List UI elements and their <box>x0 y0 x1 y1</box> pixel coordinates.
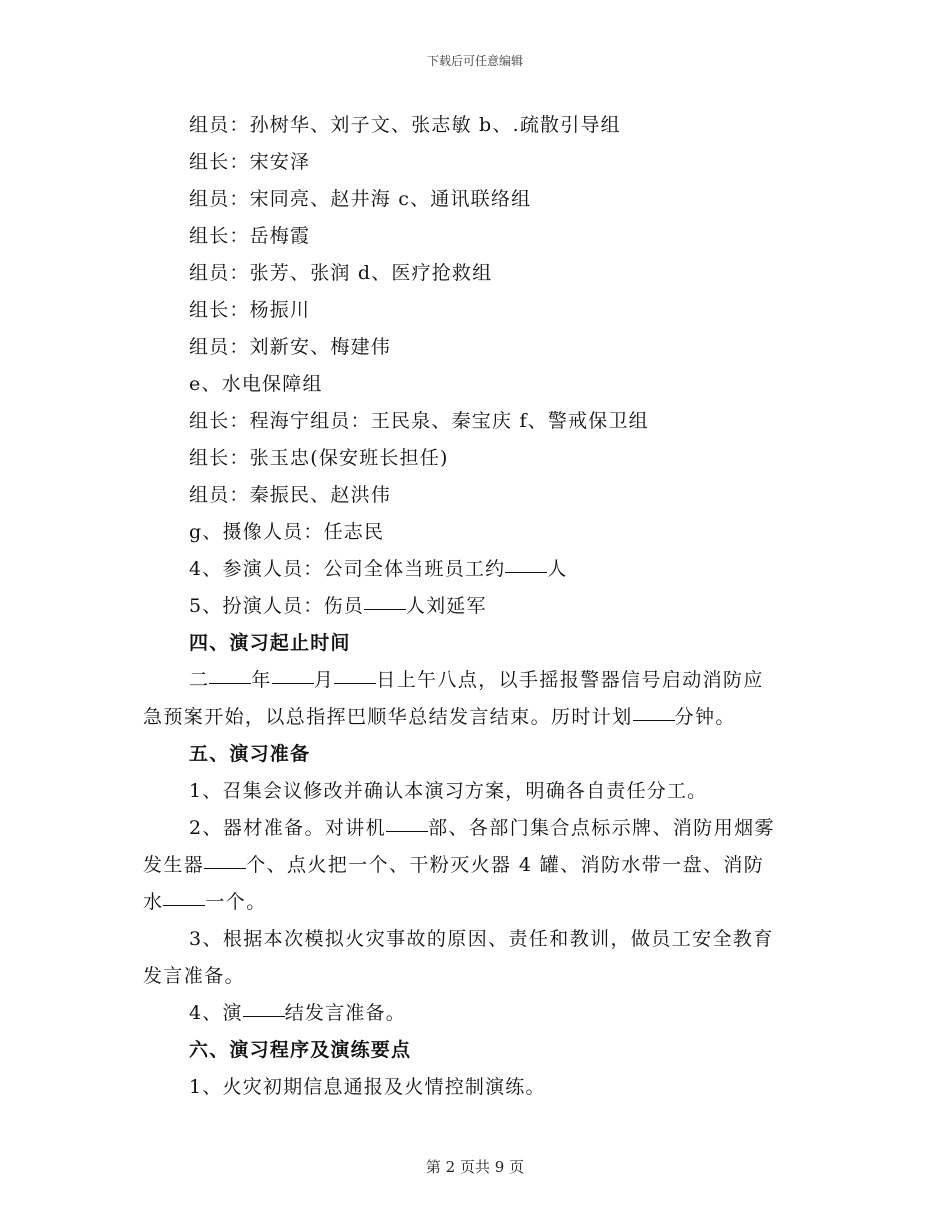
section-heading: 四、演习起止时间 <box>189 632 351 654</box>
paragraph-line <box>143 810 808 847</box>
text-span: 个、点火把一个、干粉灭火器 4 罐、消防水带一盘、消防 <box>246 854 765 876</box>
actors-label: 5、扮演人员：伤员 <box>189 595 364 617</box>
text-span: 4、演 <box>189 1002 243 1024</box>
page-footer: 第 2 页共 9 页 <box>425 1158 525 1176</box>
participants-line <box>143 551 808 588</box>
fill-blank <box>364 608 406 610</box>
text-line: 组长：程海宁组员：王民泉、秦宝庆 f、警戒保卫组 <box>189 410 649 432</box>
actors-line <box>143 588 808 625</box>
speech-line <box>143 995 808 1032</box>
text-span: 2、器材准备。对讲机 <box>189 817 387 839</box>
text-span: 部、各部门集合点标示牌、消防用烟雾 <box>428 817 775 839</box>
participants-label: 4、参演人员：公司全体当班员工约 <box>189 558 506 580</box>
text-span: 结发言准备。 <box>284 1002 406 1024</box>
fill-blank <box>334 682 376 684</box>
text-line: 组长：杨振川 <box>189 299 311 321</box>
text-span: 发生器 <box>143 854 205 876</box>
paragraph-line <box>143 662 808 699</box>
text-line: 组长：岳梅霞 <box>189 225 311 247</box>
text-line: e、水电保障组 <box>189 373 323 395</box>
fill-blank <box>209 682 251 684</box>
equipment-paragraph <box>143 810 808 921</box>
paragraph-line: 3、根据本次模拟火灾事故的原因、责任和教训，做员工安全教育 <box>189 928 774 950</box>
text-line: 组员：刘新安、梅建伟 <box>189 336 392 358</box>
text-line: 组长：宋安泽 <box>189 151 311 173</box>
section-heading: 六、演习程序及演练要点 <box>189 1039 412 1061</box>
text-line: 1、召集会议修改并确认本演习方案，明确各自责任分工。 <box>189 780 708 802</box>
fill-blank <box>633 719 675 721</box>
paragraph-line <box>143 847 808 884</box>
text-line: 组员：孙树华、刘子文、张志敏 b、.疏散引导组 <box>189 114 621 136</box>
participants-unit: 人 <box>547 558 568 580</box>
text-span: 水 <box>143 891 164 913</box>
text-span: 月 <box>313 669 335 691</box>
time-paragraph <box>143 662 808 736</box>
fill-blank <box>505 571 547 573</box>
text-span: 年 <box>251 669 272 691</box>
text-span: 急预案开始，以总指挥巴顺华总结发言结束。历时计划 <box>143 706 633 728</box>
actors-unit: 人刘延军 <box>405 595 487 617</box>
text-line: 组员：宋同亮、赵井海 c、通讯联络组 <box>189 188 532 210</box>
text-span: 日上午八点，以手摇报警器信号启动消防应 <box>376 669 764 691</box>
section-heading: 五、演习准备 <box>189 743 311 765</box>
document-body <box>143 107 808 1106</box>
text-line: 组长：张玉忠(保安班长担任) <box>189 447 449 469</box>
fill-blank <box>272 682 314 684</box>
paragraph-line <box>143 884 808 921</box>
text-line: 1、火灾初期信息通报及火情控制演练。 <box>189 1076 546 1098</box>
text-span: 分钟。 <box>674 706 736 728</box>
text-span: 二 <box>189 669 210 691</box>
fill-blank <box>204 867 246 869</box>
page-header: 下载后可任意编辑 <box>426 54 523 68</box>
paragraph-line: 发言准备。 <box>143 965 246 987</box>
paragraph-line <box>143 699 808 736</box>
text-line: 组员：秦振民、赵洪伟 <box>189 484 392 506</box>
fill-blank <box>243 1015 285 1017</box>
text-line: g、摄像人员：任志民 <box>189 521 385 543</box>
fill-blank <box>163 904 205 906</box>
text-line: 组员：张芳、张润 d、医疗抢救组 <box>189 262 493 284</box>
safety-paragraph <box>143 921 808 995</box>
text-span: 一个。 <box>205 891 267 913</box>
fill-blank <box>386 830 428 832</box>
